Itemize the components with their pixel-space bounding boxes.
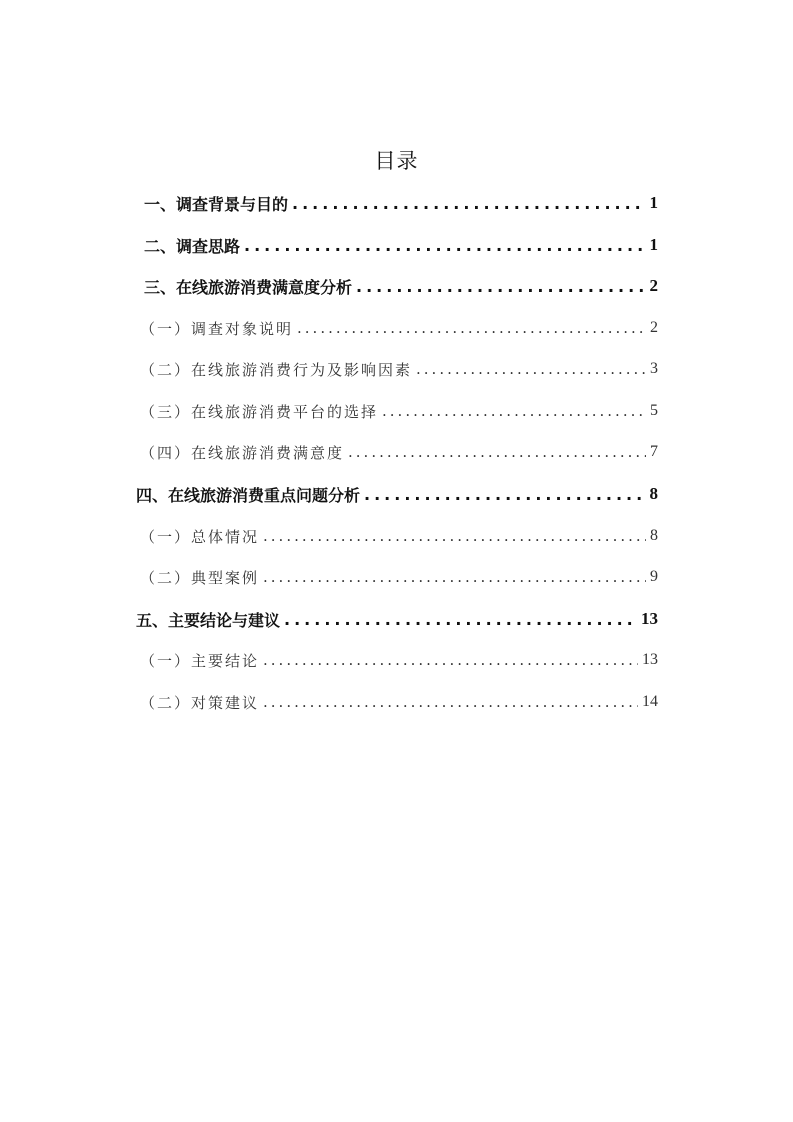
- toc-entry-title: （三）在线旅游消费平台的选择: [140, 402, 379, 421]
- toc-entry-title: （二）对策建议: [140, 693, 260, 712]
- toc-entry-page: 1: [649, 235, 658, 254]
- toc-entry-page: 13: [641, 609, 658, 628]
- toc-entry-page: 7: [650, 443, 658, 460]
- toc-entry-title: （一）调查对象说明: [140, 319, 294, 338]
- toc-entry[interactable]: [140, 313, 658, 343]
- toc-entry-page: 9: [650, 568, 658, 585]
- toc-entry-page: 8: [649, 484, 658, 503]
- toc-leader-dots: [297, 319, 646, 337]
- toc-entry-title: （一）总体情况: [140, 527, 260, 546]
- toc-leader-dots: [263, 527, 646, 545]
- toc-entry-title: 一、调查背景与目的: [144, 194, 289, 214]
- toc-entry-page: 2: [650, 319, 658, 336]
- toc-leader-dots: [382, 402, 646, 420]
- toc-entry[interactable]: [140, 645, 658, 675]
- toc-leader-dots: [284, 610, 637, 629]
- toc-entry[interactable]: [140, 354, 658, 384]
- toc-entry[interactable]: [144, 188, 658, 218]
- toc-entry[interactable]: [144, 271, 658, 301]
- toc-entry[interactable]: [140, 687, 658, 717]
- toc-entry[interactable]: [140, 437, 658, 467]
- toc-entry[interactable]: [136, 479, 658, 509]
- toc-entry-page: 14: [642, 693, 658, 710]
- toc-entry-title: 五、主要结论与建议: [136, 610, 281, 630]
- toc-entry-title: 四、在线旅游消费重点问题分析: [136, 485, 361, 505]
- toc-entry-title: （二）在线旅游消费行为及影响因素: [140, 360, 413, 379]
- toc-leader-dots: [263, 693, 638, 711]
- toc-entry[interactable]: [144, 230, 658, 260]
- toc-entry-page: 2: [649, 276, 658, 295]
- toc-entry[interactable]: [136, 604, 658, 634]
- toc-leader-dots: [263, 651, 638, 669]
- toc-entry[interactable]: [140, 562, 658, 592]
- toc-entry[interactable]: [140, 521, 658, 551]
- toc-entry-title: 三、在线旅游消费满意度分析: [144, 277, 353, 297]
- toc-entry[interactable]: [140, 396, 658, 426]
- toc-leader-dots: [348, 443, 646, 461]
- toc-entry-page: 5: [650, 402, 658, 419]
- toc-entry-page: 8: [650, 527, 658, 544]
- toc-entry-page: 13: [642, 651, 658, 668]
- toc-entry-page: 1: [649, 193, 658, 212]
- toc-leader-dots: [416, 360, 646, 378]
- toc-leader-dots: [263, 568, 646, 586]
- page-title: 目录: [374, 149, 419, 173]
- toc-entry-title: 二、调查思路: [144, 236, 241, 256]
- toc-leader-dots: [356, 277, 645, 296]
- toc-entry-page: 3: [650, 360, 658, 377]
- toc-entry-title: （二）典型案例: [140, 568, 260, 587]
- toc-entry-title: （四）在线旅游消费满意度: [140, 443, 345, 462]
- toc-leader-dots: [364, 485, 645, 504]
- toc-leader-dots: [292, 194, 645, 213]
- toc-entry-title: （一）主要结论: [140, 651, 260, 670]
- toc-leader-dots: [244, 236, 645, 255]
